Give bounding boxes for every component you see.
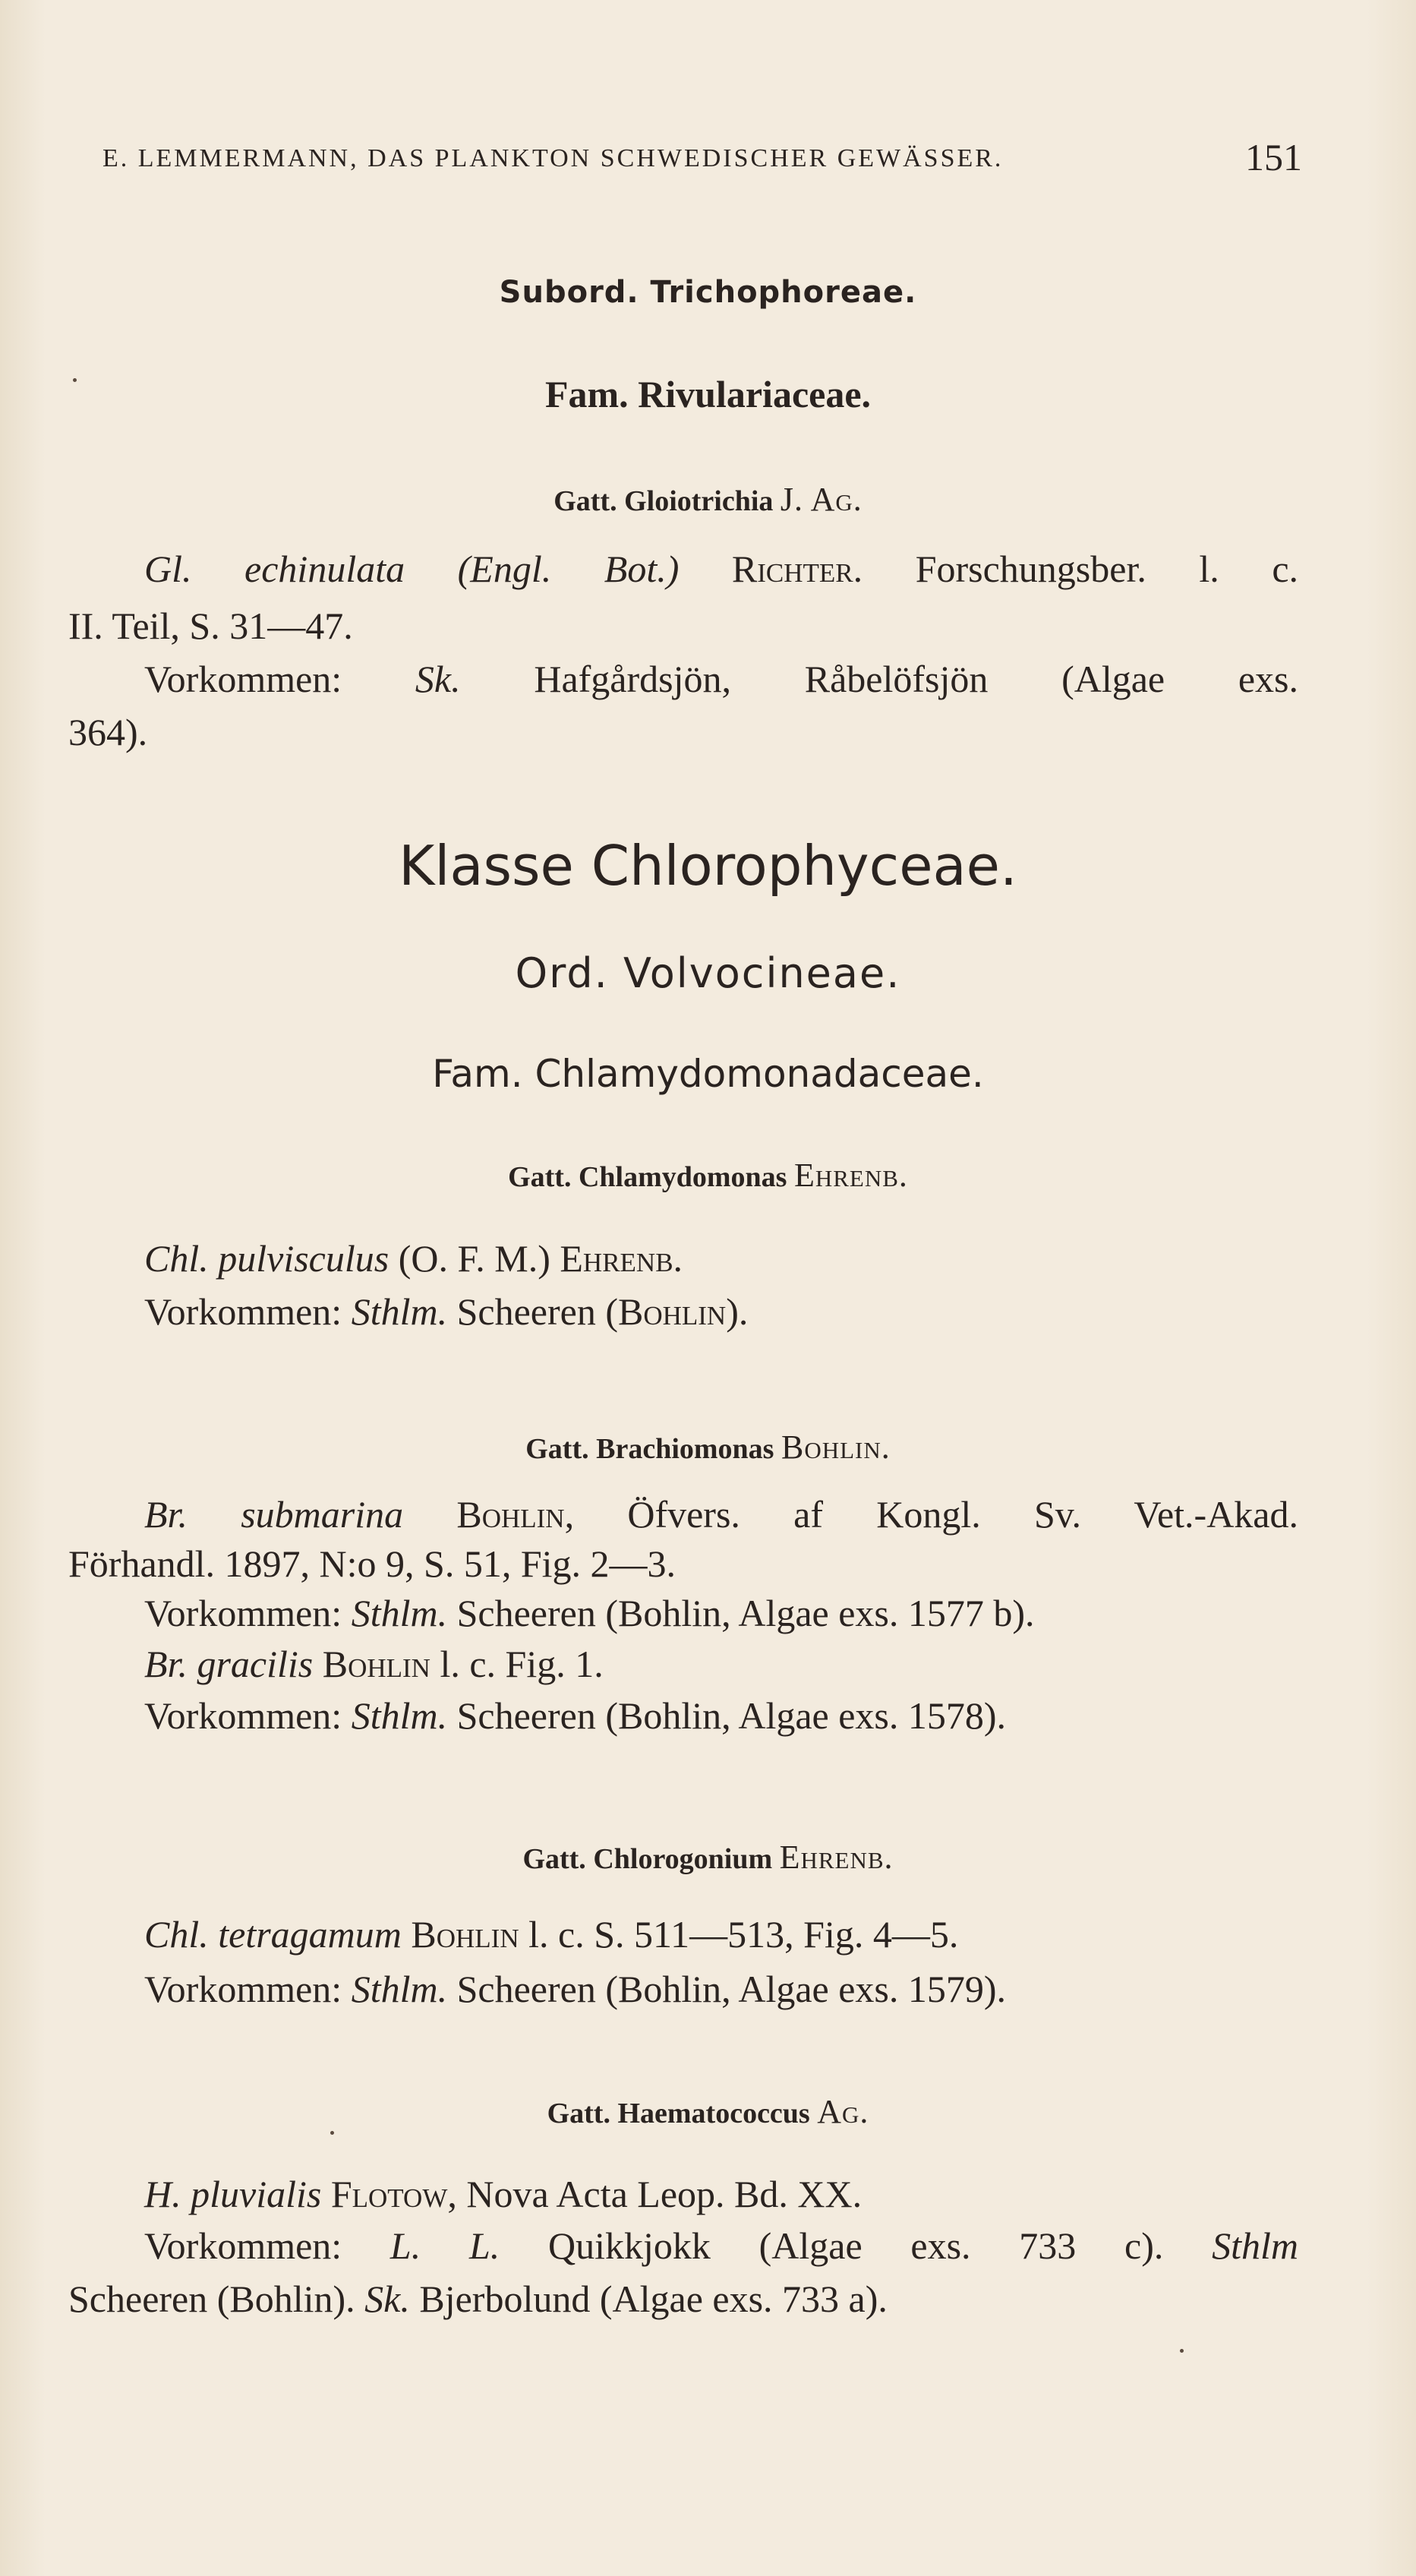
genus-author: Bohlin. [781, 1428, 891, 1466]
genus-prefix: Gatt. [547, 2098, 610, 2129]
occurrence-region: Sthlm. [351, 1290, 448, 1333]
occurrence-text: Scheeren (Bohlin). [68, 2278, 355, 2320]
occurrence-haematococcus-line2 [68, 2277, 1298, 2321]
species-author: Richter. [731, 548, 863, 590]
speck-mark [1180, 2349, 1184, 2353]
species-name: Br. submarina [144, 1493, 404, 1536]
species-citation: Öfvers. af Kongl. Sv. Vet.-Akad. [627, 1493, 1298, 1536]
occurrence-brachiomonas-submarina [144, 1591, 1298, 1635]
occurrence-chlorogonium [144, 1967, 1298, 2011]
occurrence-label: Vorkommen: [144, 658, 342, 700]
species-author: Ehrenb. [560, 1237, 683, 1280]
species-brachiomonas-gracilis [144, 1642, 1298, 1686]
genus-author: Ehrenb. [793, 1157, 908, 1194]
species-name: Chl. pulvisculus [144, 1237, 389, 1280]
species-citation: l. c. S. 511—513, Fig. 4—5. [528, 1913, 959, 1956]
occurrence-label: Vorkommen: [144, 1694, 342, 1737]
occurrence-label: Vorkommen: [144, 1968, 342, 2010]
speck-mark [330, 2131, 334, 2135]
occurrence-gloiotrichia-line2: 364). [68, 711, 148, 753]
order-heading: Ord. Volvocineae. [515, 949, 901, 997]
occurrence-label: Vorkommen: [144, 2224, 342, 2267]
species-gloiotrichia-line2: II. Teil, S. 31—47. [68, 605, 353, 647]
occurrence-text: Scheeren (Bohlin, Algae exs. 1579). [456, 1968, 1007, 2010]
page-number: 151 [1245, 136, 1302, 178]
class-heading: Klasse Chlorophyceae. [399, 834, 1017, 898]
occurrence-chlamydomonas [144, 1290, 1298, 1334]
occurrence-region: Sk. [415, 658, 461, 700]
species-author: Flotow, [330, 2173, 457, 2215]
occurrence-region: Sthlm. [351, 1694, 448, 1737]
species-gloiotrichia-line1 [144, 547, 1298, 591]
genus-author: J. Ag. [780, 481, 863, 518]
species-rest: (O. F. M.) [398, 1237, 550, 1280]
genus-name: Brachiomonas [596, 1433, 774, 1465]
occurrence-gloiotrichia-line1 [144, 657, 1298, 701]
genus-heading-chlamydomonas [0, 1156, 1416, 1195]
genus-author: Ag. [817, 2093, 869, 2130]
species-citation: l. c. Fig. 1. [440, 1643, 604, 1685]
occurrence-haematococcus-line1 [144, 2224, 1298, 2268]
occurrence-region: Sthlm. [351, 1968, 448, 2010]
occurrence-region: Sthlm. [351, 1592, 448, 1634]
species-chlamydomonas [144, 1236, 1298, 1280]
occurrence-region: Sk. [364, 2278, 410, 2320]
occurrence-author: Bohlin [617, 1290, 727, 1333]
species-chlorogonium [144, 1912, 1298, 1956]
species-name: Gl. echinulata [144, 548, 405, 590]
species-author: Bohlin [322, 1643, 430, 1685]
occurrence-region: L. L. [389, 2224, 500, 2267]
species-citation: Forschungsber. l. c. [915, 548, 1299, 590]
occurrence-text-2: Bjerbolund (Algae exs. 733 a). [419, 2278, 888, 2320]
occurrence-label: Vorkommen: [144, 1592, 342, 1634]
running-title: E. LEMMERMANN, DAS PLANKTON SCHWEDISCHER GEWÄSSER. [102, 144, 1004, 172]
genus-name: Chlamydomonas [578, 1161, 787, 1193]
genus-prefix: Gatt. [553, 485, 617, 517]
genus-name: Haematococcus [617, 2098, 810, 2129]
occurrence-region-2: Sthlm [1212, 2224, 1299, 2267]
running-head [102, 136, 1302, 178]
genus-name: Chlorogonium [593, 1843, 773, 1875]
species-name: Br. gracilis [144, 1643, 314, 1685]
occurrence-text: Hafgårdsjön, Råbelöfsjön (Algae exs. [534, 658, 1298, 700]
genus-heading-brachiomonas [0, 1428, 1416, 1466]
genus-prefix: Gatt. [508, 1161, 572, 1193]
occurrence-text: Scheeren (Bohlin, Algae exs. 1578). [456, 1694, 1007, 1737]
family-heading-rivulariaceae: Fam. Rivulariaceae. [544, 373, 872, 415]
occurrence-text: Quikkjokk (Algae exs. 733 c). [548, 2224, 1164, 2267]
species-author: Bohlin [411, 1913, 519, 1956]
genus-heading-chlorogonium [0, 1838, 1416, 1877]
family-heading-chlamydomonadaceae: Fam. Chlamydomonadaceae. [432, 1052, 984, 1096]
occurrence-end: ). [726, 1290, 749, 1333]
species-name: H. pluvialis [144, 2173, 322, 2215]
species-citation: Nova Acta Leop. Bd. XX. [466, 2173, 863, 2215]
genus-name: Gloiotrichia [624, 485, 774, 517]
species-reference: (Engl. Bot.) [457, 548, 680, 590]
occurrence-text: Scheeren (Bohlin, Algae exs. 1577 b). [456, 1592, 1035, 1634]
species-name: Chl. tetragamum [144, 1913, 402, 1956]
genus-author: Ehrenb. [779, 1839, 894, 1876]
species-author: Bohlin, [456, 1493, 575, 1536]
genus-heading-gloiotrichia [0, 480, 1416, 519]
species-haematococcus [144, 2172, 1298, 2216]
genus-prefix: Gatt. [522, 1843, 586, 1875]
species-brachiomonas-submarina-line2: Förhandl. 1897, N:o 9, S. 51, Fig. 2—3. [68, 1542, 676, 1585]
genus-heading-haematococcus [0, 2092, 1416, 2131]
genus-prefix: Gatt. [525, 1433, 589, 1465]
occurrence-label: Vorkommen: [144, 1290, 342, 1333]
suborder-heading: Subord. Trichophoreae. [499, 275, 917, 310]
occurrence-text: Scheeren ( [456, 1290, 618, 1333]
occurrence-brachiomonas-gracilis [144, 1694, 1298, 1738]
species-brachiomonas-submarina-line1 [144, 1492, 1298, 1536]
